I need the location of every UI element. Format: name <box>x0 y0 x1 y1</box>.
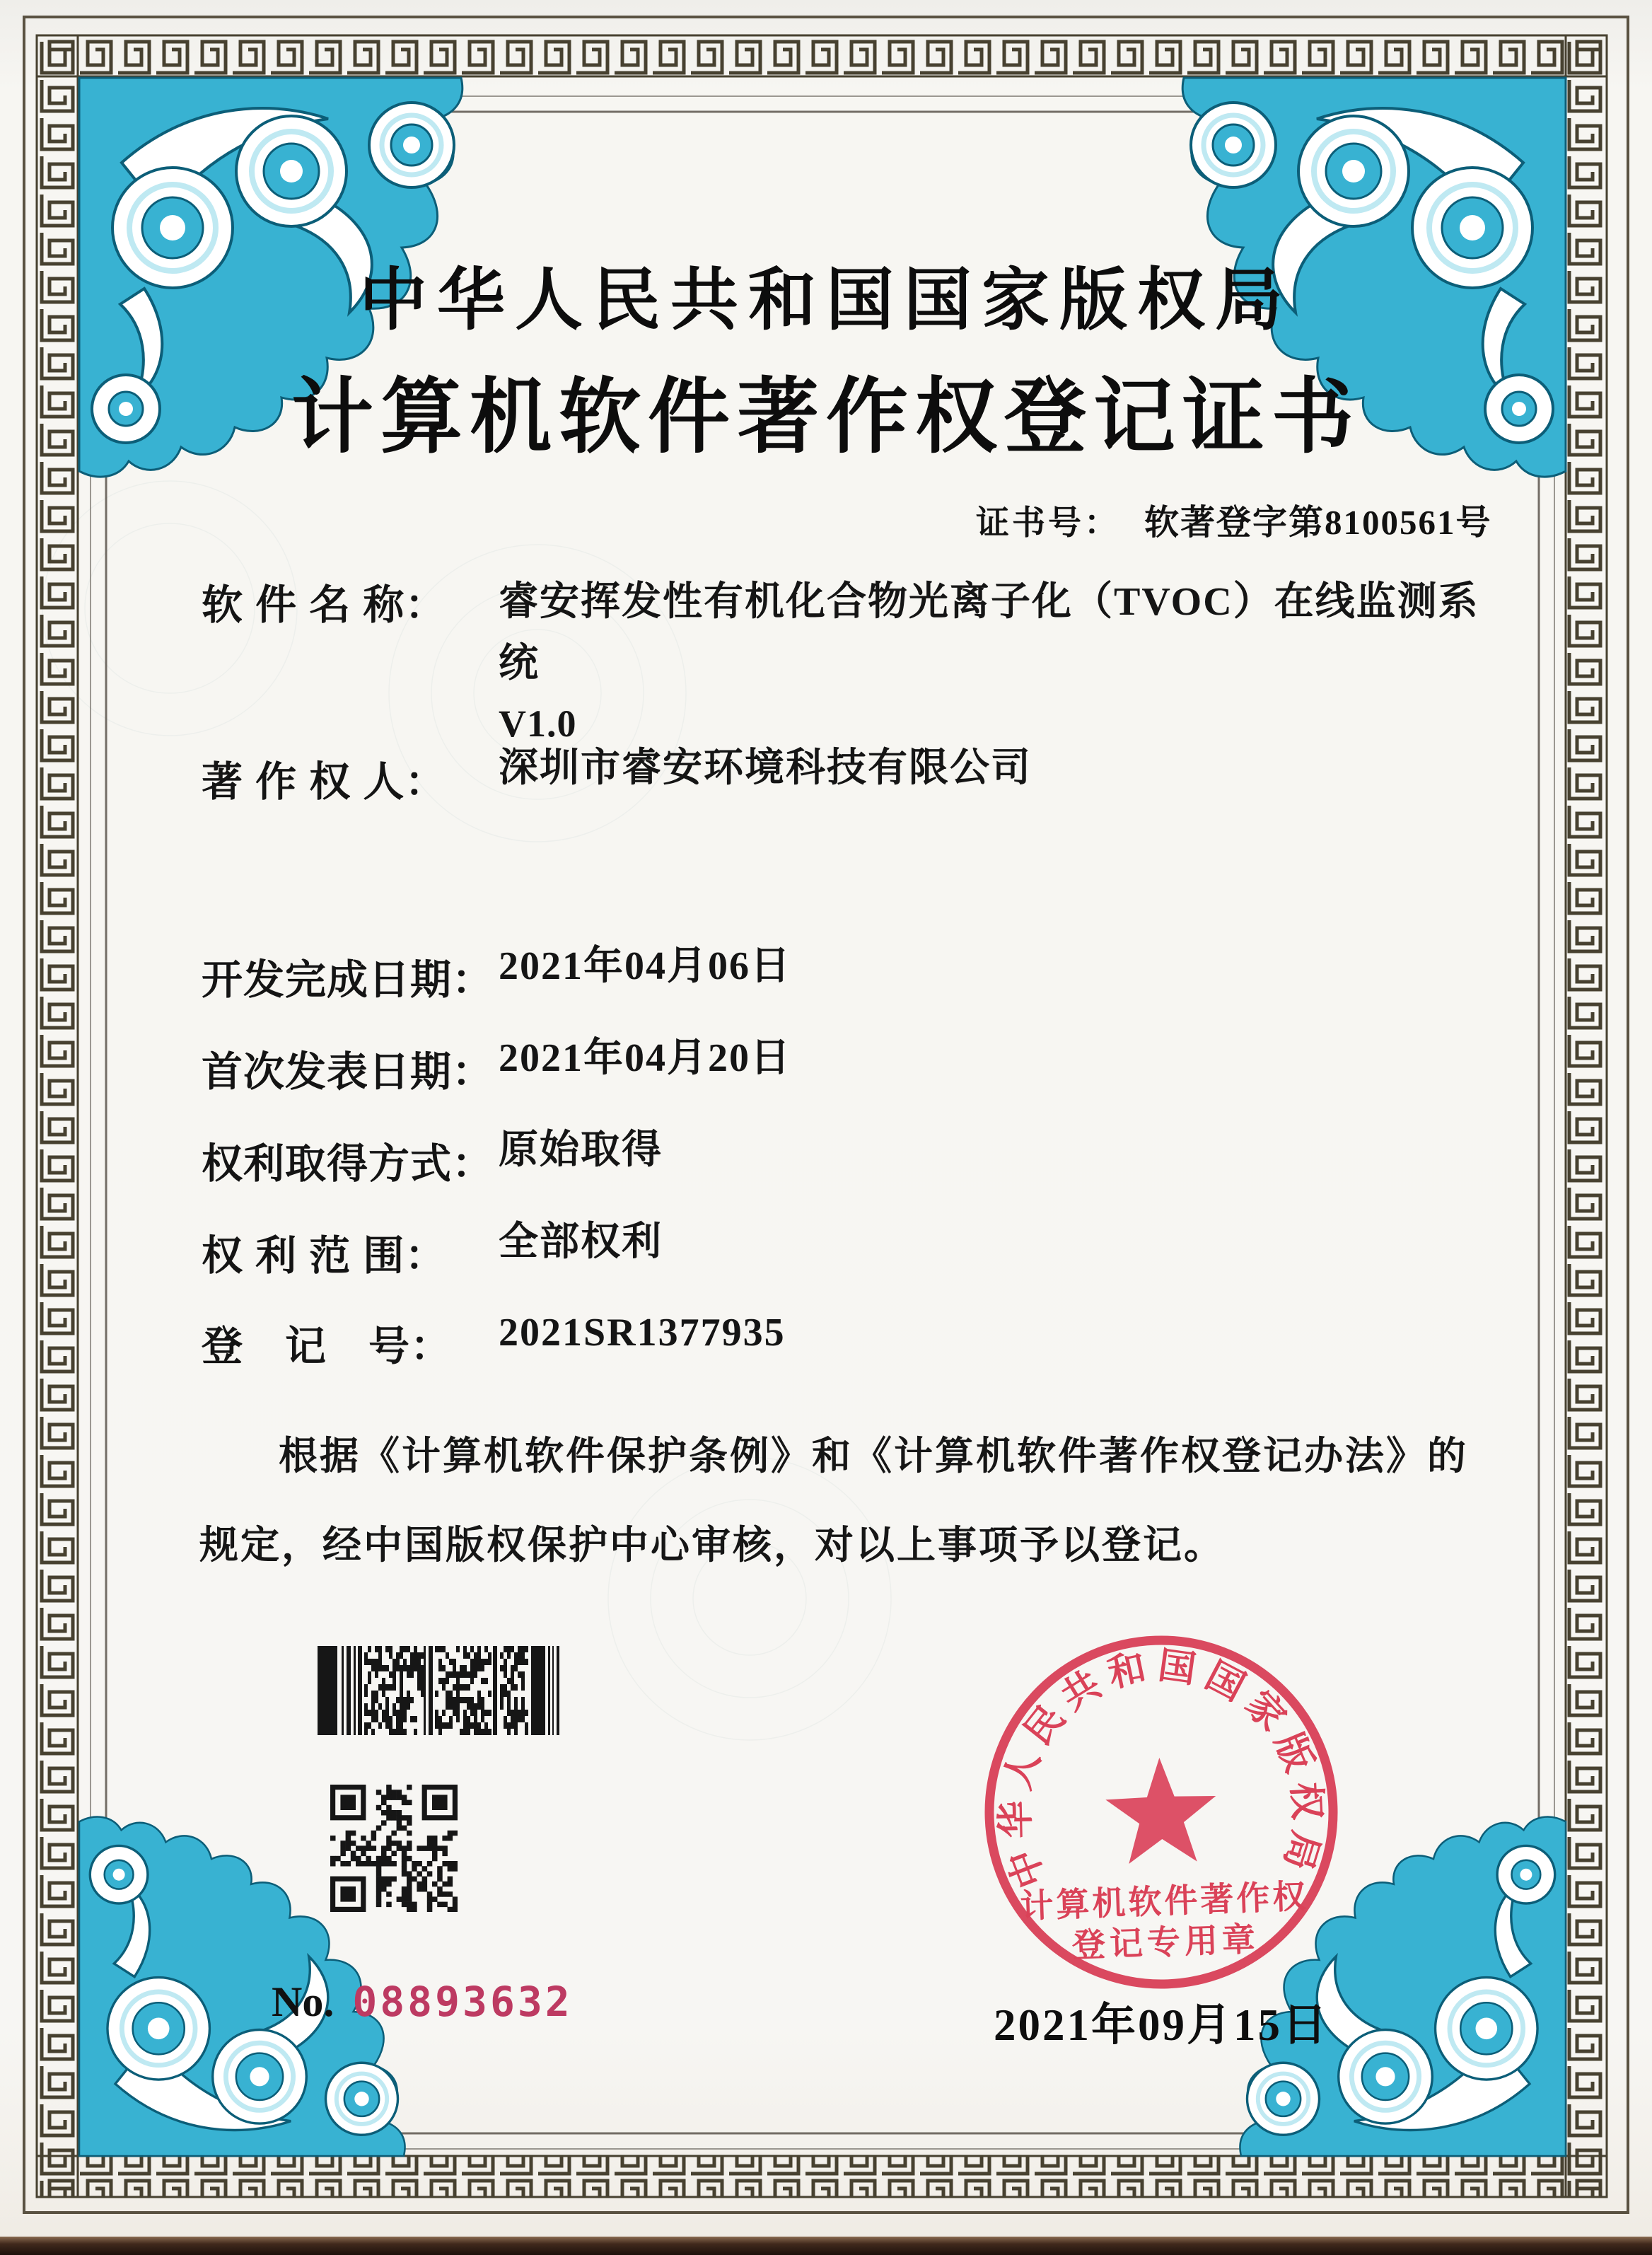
field-registration-no <box>202 1313 786 1372</box>
certificate-number-value: 软著登字第8100561号 <box>1144 503 1492 542</box>
copyright-registration-seal <box>942 1579 1380 2017</box>
seal-line1: 计算机软件著作权 <box>1019 1878 1310 1926</box>
certificate-number-label: 证书号： <box>976 505 1120 542</box>
software-name-line2: 统 <box>499 641 540 685</box>
certificate-title: 计算机软件著作权登记证书 <box>291 373 1361 463</box>
field-rights-acquisition <box>202 1130 663 1190</box>
serial-number: 08893632 <box>352 1978 573 2026</box>
certificate-number-row <box>976 495 1492 545</box>
dev-complete-date-value: 2021年04月06日 <box>499 944 791 988</box>
registration-no-value: 2021SR1377935 <box>499 1311 786 1355</box>
photo-bottom-edge <box>0 2237 1652 2255</box>
issue-date: 2021年09月15日 <box>994 2000 1329 2050</box>
dev-complete-date-label: 开发完成日期： <box>202 957 494 1003</box>
first-publish-date-label: 首次发表日期： <box>202 1049 494 1095</box>
pdf417-barcode <box>318 1646 561 1735</box>
copyright-owner-label: 著 作 权 人： <box>202 759 447 805</box>
software-version: V1.0 <box>499 702 577 745</box>
rights-scope-value: 全部权利 <box>499 1220 663 1264</box>
registration-no-label: 登 记 号： <box>202 1323 453 1369</box>
statement-line2: 规定，经中国版权保护中心审核，对以上事项予以登记。 <box>199 1524 1226 1567</box>
software-name-line1: 睿安挥发性有机化合物光离子化（TVOC）在线监测系 <box>499 580 1479 624</box>
serial-number-row <box>272 1978 573 2027</box>
field-first-publish-date <box>202 1038 791 1098</box>
field-copyright-owner <box>202 748 1032 808</box>
software-name-value <box>499 572 1479 753</box>
statement-line1: 根据《计算机软件保护条例》和《计算机软件著作权登记办法》的 <box>279 1434 1469 1478</box>
field-rights-scope <box>202 1222 663 1282</box>
qr-code <box>330 1785 458 1912</box>
field-dev-complete-date <box>202 946 791 1006</box>
rights-scope-label: 权 利 范 围： <box>202 1233 447 1279</box>
seal-line2: 登记专用章 <box>1071 1921 1260 1965</box>
copyright-owner-value: 深圳市睿安环境科技有限公司 <box>499 746 1032 790</box>
seal-star <box>1104 1756 1218 1865</box>
authority-title: 中华人民共和国国家版权局 <box>359 262 1293 338</box>
seal-ring-text: 中华人民共和国国家版权局 <box>995 1645 1328 1894</box>
rights-acquisition-label: 权利取得方式： <box>202 1141 494 1187</box>
serial-prefix: No. <box>272 1978 335 2025</box>
first-publish-date-value: 2021年04月20日 <box>499 1036 791 1080</box>
field-software-name <box>202 572 1479 753</box>
rights-acquisition-value: 原始取得 <box>499 1128 663 1172</box>
software-name-label: 软 件 名 称： <box>202 582 447 628</box>
